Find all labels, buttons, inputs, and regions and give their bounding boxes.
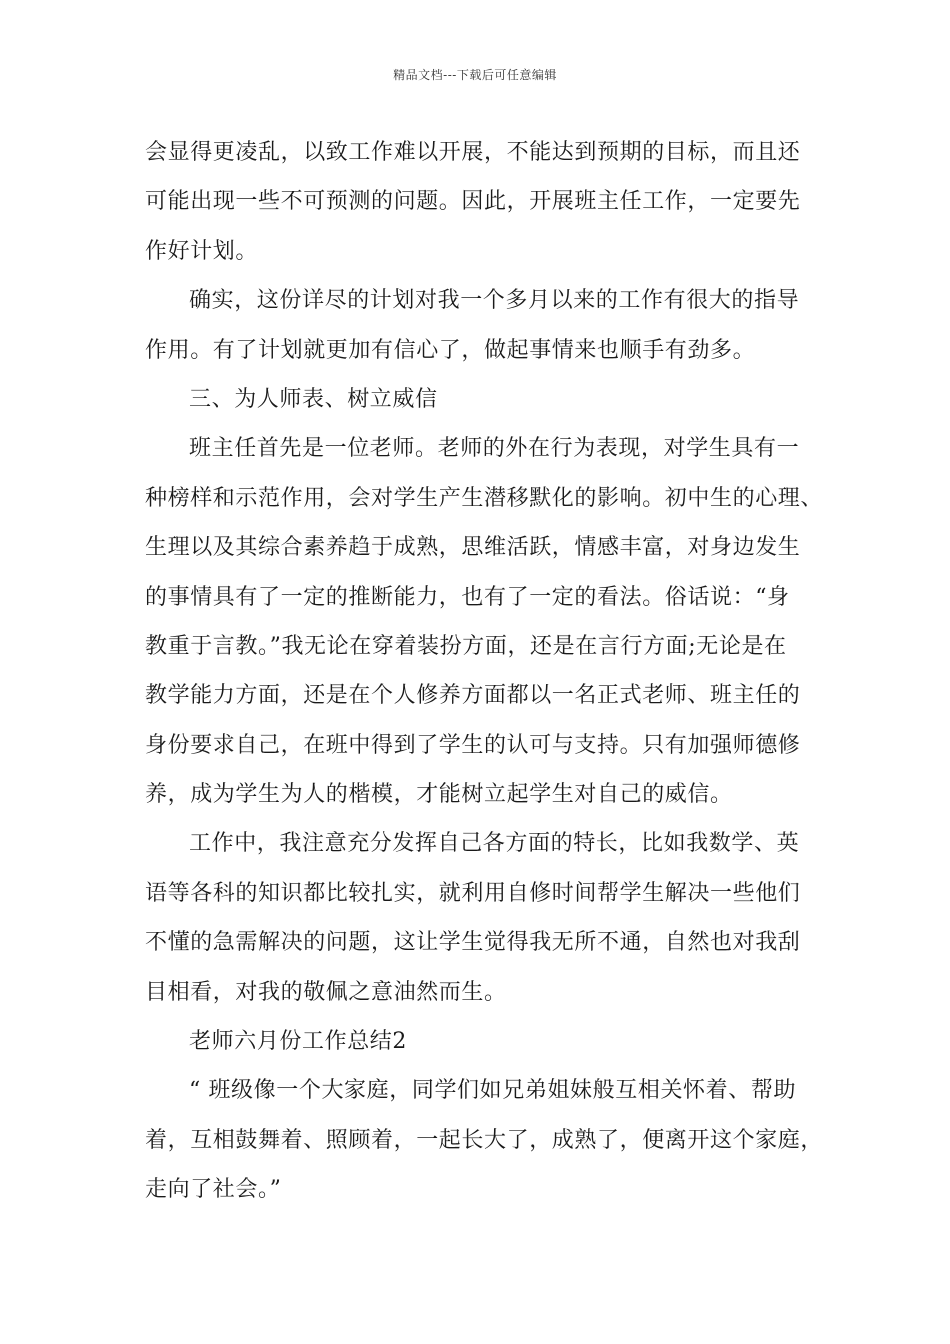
text-line: 养，成为学生为人的楷模，才能树立起学生对自己的威信。 bbox=[145, 782, 733, 808]
text-line: 教学能力方面，还是在个人修养方面都以一名正式老师、班主任的 bbox=[145, 683, 801, 709]
text-line: 班主任首先是一位老师。老师的外在行为表现，对学生具有一 bbox=[189, 436, 800, 462]
text-line: 语等各科的知识都比较扎实，就利用自修时间帮学生解决一些他们 bbox=[145, 880, 801, 906]
text-line: 走向了社会。” bbox=[145, 1177, 282, 1203]
text-line: “ 班级像一个大家庭，同学们如兄弟姐妹般互相关怀着、帮助 bbox=[189, 1078, 797, 1104]
text-line: 教重于言教。”我无论在穿着装扮方面，还是在言行方面;无论是在 bbox=[145, 633, 787, 659]
document-body bbox=[145, 128, 835, 1215]
text-line: 目相看，对我的敬佩之意油然而生。 bbox=[145, 979, 507, 1005]
text-line: 可能出现一些不可预测的问题。因此，开展班主任工作，一定要先 bbox=[145, 189, 801, 215]
text-line: 确实，这份详尽的计划对我一个多月以来的工作有很大的指导 bbox=[189, 288, 800, 314]
text-line: 着，互相鼓舞着、照顾着，一起长大了，成熟了，便离开这个家庭， bbox=[145, 1127, 824, 1153]
text-line: 不懂的急需解决的问题，这让学生觉得我无所不通，自然也对我刮 bbox=[145, 930, 801, 956]
text-line: 的事情具有了一定的推断能力，也有了一定的看法。俗话说：“身 bbox=[145, 584, 790, 610]
text-line: 工作中，我注意充分发挥自己各方面的特长，比如我数学、英 bbox=[189, 831, 800, 857]
section-title: 老师六月份工作总结2 bbox=[189, 1029, 407, 1055]
text-line: 种榜样和示范作用，会对学生产生潜移默化的影响。初中生的心理、 bbox=[145, 485, 824, 511]
text-line: 作用。有了计划就更加有信心了，做起事情来也顺手有劲多。 bbox=[145, 337, 756, 363]
section-heading: 三、为人师表、树立威信 bbox=[189, 386, 438, 412]
text-line: 作好计划。 bbox=[145, 238, 259, 264]
text-line: 身份要求自己，在班中得到了学生的认可与支持。只有加强师德修 bbox=[145, 732, 801, 758]
page-header: 精品文档---下载后可任意编辑 bbox=[393, 68, 557, 82]
text-line: 会显得更凌乱，以致工作难以开展，不能达到预期的目标，而且还 bbox=[145, 140, 801, 165]
text-line: 生理以及其综合素养趋于成熟，思维活跃，情感丰富，对身边发生 bbox=[145, 535, 801, 561]
